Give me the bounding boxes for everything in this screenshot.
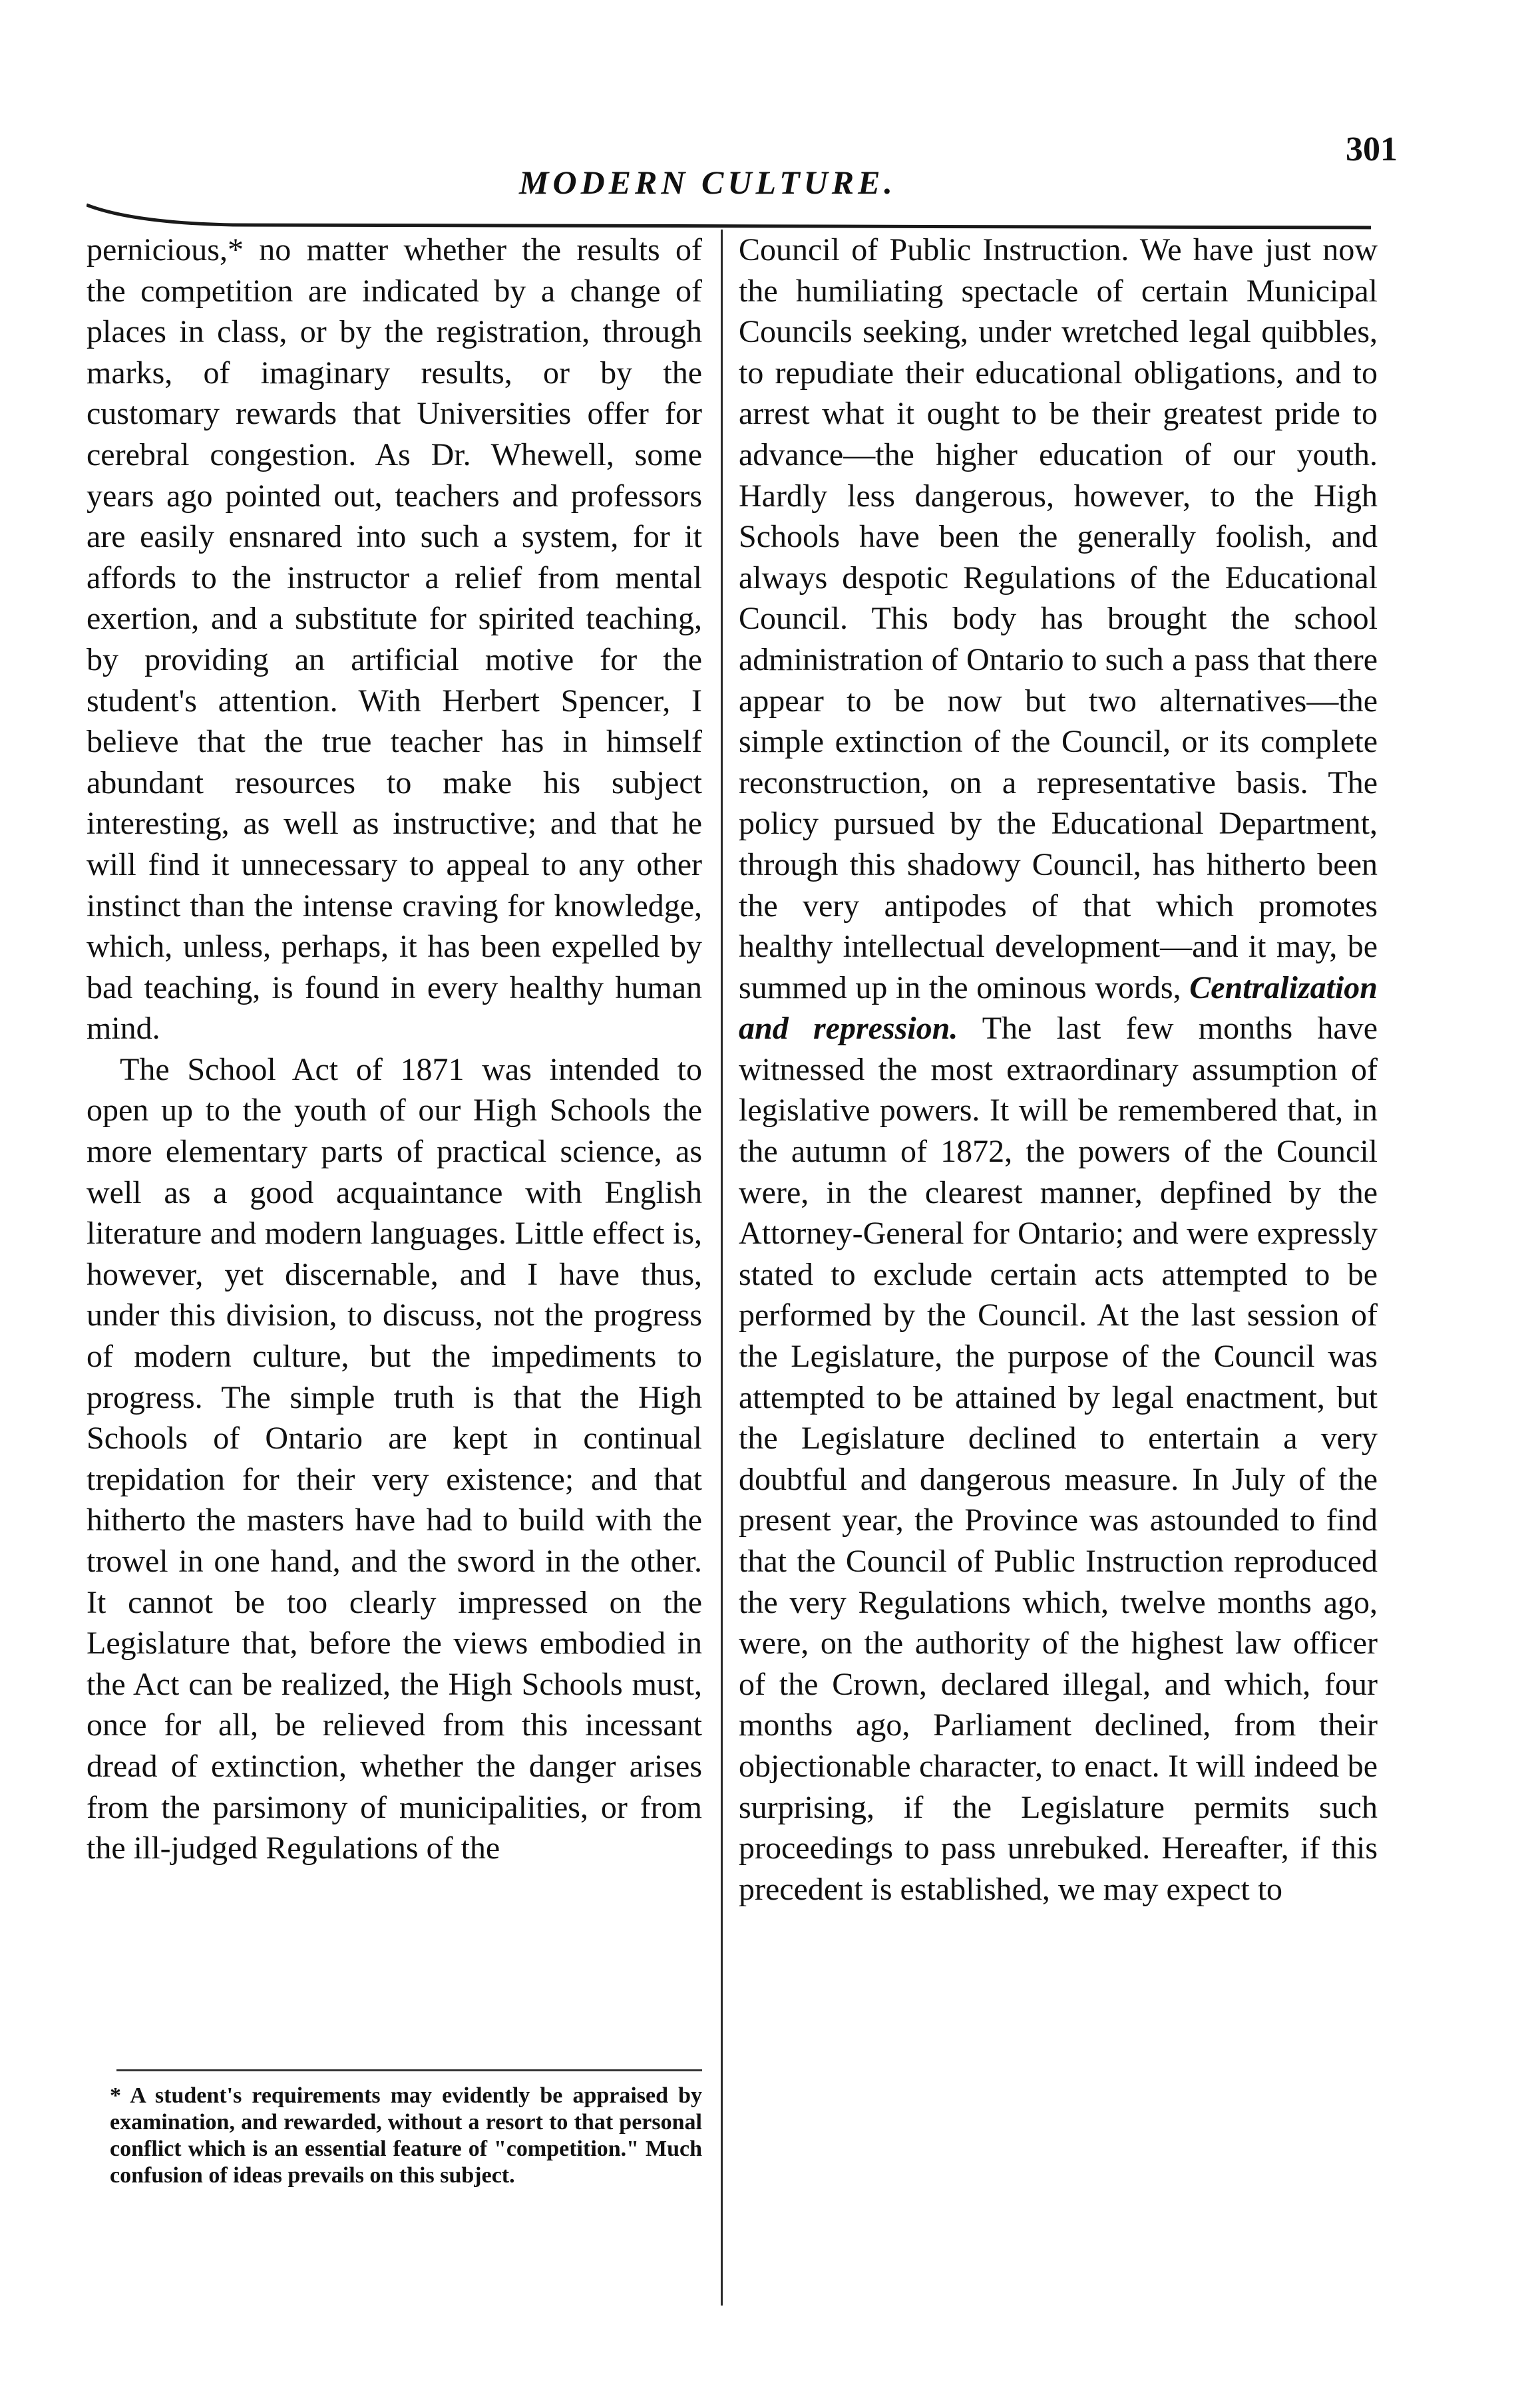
running-title: MODERN CULTURE.: [519, 164, 896, 201]
left-paragraph-1: pernicious,* no matter whether the results of the competition are indicated by a change of places in class, or by the registration, through marks, of imaginary results, or by the customary rewards that Universities offer for cerebral congestion. As Dr. Whewell, some years ago pointed out, teachers and professors are easily ensnared into such a system, for it affords to the instructor a relief from mental exertion, and a substitute for spirited teaching, by providing an artificial motive for the student's attention. With Herbert Spencer, I believe that the true teacher has in himself abundant resources to make his subject interesting, as well as instructive; and that he will find it unnecessary to appeal to any other instinct than the intense craving for knowledge, which, unless, perhaps, it has been expelled by bad teaching, is found in every healthy human mind.: [87, 232, 702, 1047]
right-paragraph-1-part-a: Council of Public Instruction. We have just now the humiliating spectacle of certain Municipal Councils seeking, under wretched legal quibbles, to repudiate their educational obligations, and to arrest what it ought to be their greatest pride to advance—the higher education of our youth. Hardly less dangerous, however, to the High Schools have been the generally foolish, and always despotic Regulations of the Educational Council. This body has brought the school administration of Ontario to such a pass that there appear to be now but two alternatives—the simple extinction of the Council, or its complete reconstruction, on a representative basis. The policy pursued by the Educational Department, through this shadowy Council, has hitherto been the very antipodes of that which promotes healthy intellectual development—and it may, be summed up in the ominous words,: [739, 232, 1378, 1005]
left-paragraph-2: The School Act of 1871 was intended to open up to the youth of our High Schools the more elementary parts of practical science, as well as a good acquaintance with English literature and modern languages. Little effect is, however, yet discernable, and I have thus, under this division, to discuss, not the progress of modern culture, but the impediments to progress. The simple truth is that the High Schools of Ontario are kept in continual trepidation for their very existence; and that hitherto the masters have had to build with the trowel in one hand, and the sword in the other. It cannot be too clearly impressed on the Legislature that, before the views embodied in the Act can be realized, the High Schools must, once for all, be relieved from this incessant dread of extinction, whether the danger arises from the parsimony of municipalities, or from the ill-judged Regulations of the: [87, 1051, 702, 1866]
page-number: 301: [1346, 130, 1398, 168]
right-paragraph-1-part-b: The last few months have witnessed the most extraordinary assumption of legislative powers. It will be remembered that, in the autumn of 1872, the powers of the Council were, in the clearest manner, depfined by the Attorney-General for Ontario; and were expressly stated to exclude certain acts attempted to be performed by the Council. At the last session of the Legislature, the purpose of the Council was attempted to be attained by legal enactment, but the Legislature declined to entertain a very doubtful and dangerous measure. In July of the present year, the Province was astounded to find that the Council of Public Instruction reproduced the very Regulations which, twelve months ago, were, on the authority of the highest law officer of the Crown, declared illegal, and which, four months ago, Parliament declined, from their objectionable character, to enact. It will indeed be surprising, if the Legislature permits such proceedings to pass unrebuked. Hereafter, if this precedent is established, we may expect to: [739, 1011, 1378, 1907]
footnote: * A student's requirements may evidently be appraised by examination, and rewarded, without a resort to that personal conflict which is an essential feature of "competition." Much confusion of ideas prevails on this subject.: [110, 2083, 702, 2188]
left-column: [87, 230, 702, 1869]
italic-phrase: Centralization and repression.: [739, 969, 1378, 1047]
right-column: [739, 230, 1378, 1910]
page-header: [87, 100, 1404, 233]
right-paragraph-1: [739, 230, 1378, 1910]
footnote-rule: [116, 2069, 702, 2071]
column-divider: [721, 230, 723, 2306]
